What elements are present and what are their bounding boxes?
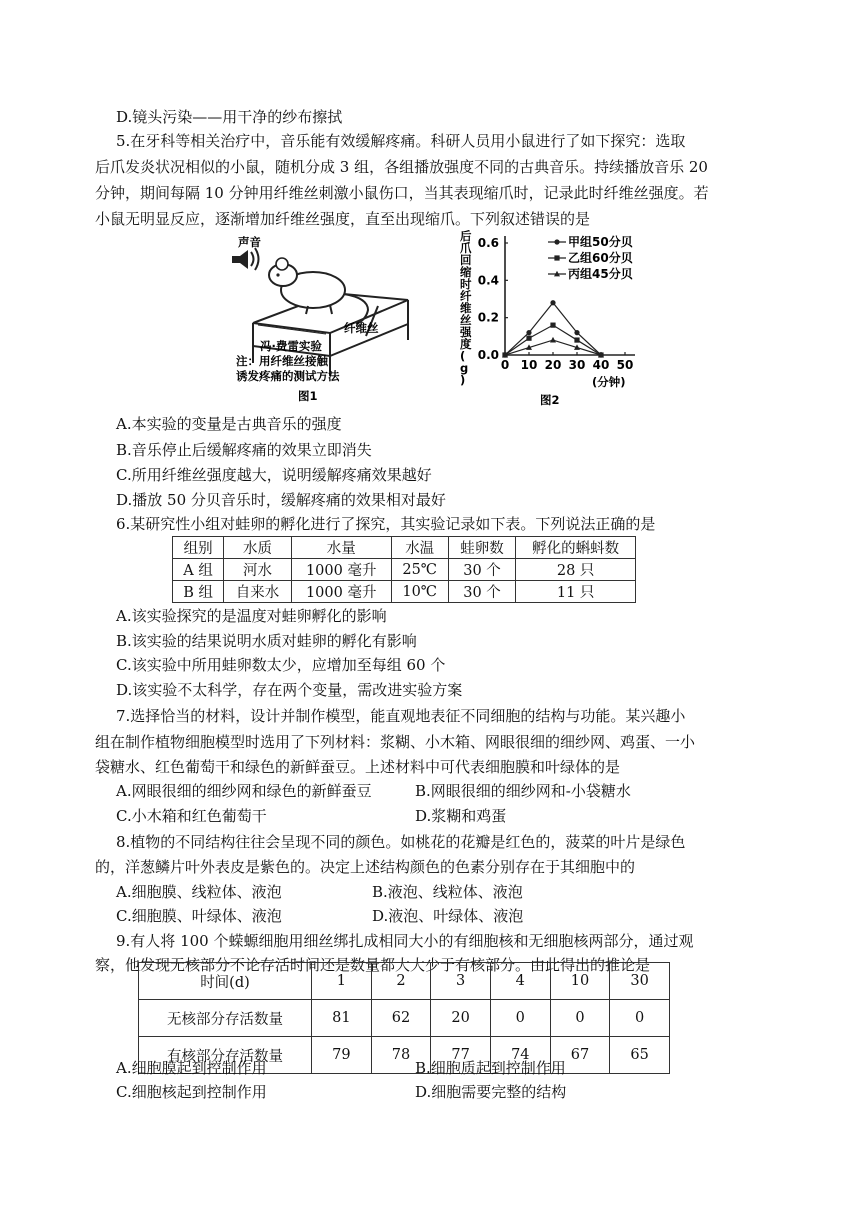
table-cell: 65 [610,1037,670,1074]
q9-option-b: B.细胞质起到控制作用 [415,1059,566,1077]
x-tick-label: 50 [616,358,634,372]
legend-label: 甲组50分贝 [568,235,633,249]
table-cell: 67 [550,1037,610,1074]
q8-option-a: A.细胞膜、线粒体、液泡 [116,883,282,901]
sound-label: 声音 [238,235,261,249]
table-header-row [173,537,636,559]
q6-stem: 6.某研究性小组对蛙卵的孵化进行了探究，其实验记录如下表。下列说法正确的是 [116,515,656,533]
q6-option-b: B.该实验的结果说明水质对蛙卵的孵化有影响 [116,632,417,650]
q8-stem-line: 的，洋葱鳞片叶外表皮是紫色的。决定上述结构颜色的色素分别存在于其细胞中的 [95,858,636,876]
table-cell: 62 [371,1000,431,1037]
table-cell: 无核部分存活数量 [139,1000,312,1037]
data-point [574,330,579,335]
table-header-cell: 4 [490,963,550,1000]
q5-option-c: C.所用纤维丝强度越大，说明缓解疼痛效果越好 [116,466,432,484]
table-cell: 77 [431,1037,491,1074]
table-header-cell: 3 [431,963,491,1000]
q7-stem-line: 组在制作植物细胞模型时选用了下列材料：浆糊、小木箱、网眼很细的细纱网、鸡蛋、一小 [95,733,696,751]
table-cell: 自来水 [224,581,292,603]
table-header-cell: 2 [371,963,431,1000]
q7-option-c: C.小木箱和红色葡萄干 [116,807,267,825]
y-tick-label: 0.0 [477,348,499,362]
data-point [550,300,555,305]
x-tick-label: 40 [592,358,610,372]
q9-stem-line: 9.有人将 100 个蝾螈细胞用细丝绑扎成相同大小的有细胞核和无细胞核两部分，通过观 [116,932,694,950]
table-header-cell: 蛙卵数 [448,537,516,559]
table-row [173,581,636,603]
q8-stem-line: 8.植物的不同结构往往会呈现不同的颜色。如桃花的花瓣是红色的，菠菜的叶片是绿色 [116,833,686,851]
table-cell: 78 [371,1037,431,1074]
table-header-cell: 水质 [224,537,292,559]
table-cell: 20 [431,1000,491,1037]
q9-option-d: D.细胞需要完整的结构 [415,1083,567,1101]
q7-option-a: A.网眼很细的细纱网和绿色的新鲜蚕豆 [116,782,372,800]
table-header-cell: 水温 [391,537,448,559]
table-cell: 10℃ [391,581,448,603]
table-header-cell: 孵化的蝌蚪数 [516,537,636,559]
table-cell: A 组 [173,559,224,581]
table-cell: 30 个 [448,581,516,603]
data-point [550,323,555,328]
table-cell: 28 只 [516,559,636,581]
y-tick-label: 0.4 [477,273,499,288]
data-point [526,330,531,335]
table-cell: 74 [490,1037,550,1074]
q9-option-c: C.细胞核起到控制作用 [116,1083,267,1101]
figure-1-von-frey [218,228,428,408]
table-header-cell: 水量 [291,537,391,559]
speaker-icon [232,248,259,270]
y-tick-label: 0.6 [477,236,499,250]
data-point [554,255,559,260]
table-cell: 0 [550,1000,610,1037]
table-row [139,1000,670,1037]
x-tick-label: 10 [520,358,538,372]
table-header-cell: 30 [610,963,670,1000]
q7-stem-line: 7.选择恰当的材料，设计并制作模型，能直观地表征不同细胞的结构与功能。某兴趣小 [116,707,686,725]
q5-option-a: A.本实验的变量是古典音乐的强度 [116,415,342,433]
table-cell: 1000 毫升 [291,581,391,603]
fig2-name: 图2 [540,393,560,407]
x-tick-label: 30 [568,358,586,372]
q8-option-b: B.液泡、线粒体、液泡 [372,883,523,901]
q7-option-b: B.网眼很细的细纱网和-小袋糖水 [415,782,631,800]
table-header-cell: 组别 [173,537,224,559]
table-cell: 0 [490,1000,550,1037]
data-point [554,239,559,244]
legend-label: 丙组45分贝 [568,267,633,281]
q6-option-a: A.该实验探究的是温度对蛙卵孵化的影响 [116,607,387,625]
x-tick-label: 0 [500,358,510,372]
q9-stem-line: 察，他发现无核部分不论存活时间还是数量都大大少于有核部分。由此得出的推论是 [95,956,651,974]
table-cell: 79 [312,1037,372,1074]
table-header-cell: 10 [550,963,610,1000]
y-axis-label: 后爪回缩时纤维丝强度( g ) [460,229,472,387]
q6-option-c: C.该实验中所用蛙卵数太少，应增加至每组 60 个 [116,656,446,674]
q5-stem-line: 分钟，期间每隔 10 分钟用纤维丝刺激小鼠伤口，当其表现缩爪时，记录此时纤维丝强度。若 [95,184,709,202]
x-tick-label: 20 [544,358,562,372]
data-point [526,336,531,341]
q5-stem-line: 小鼠无明显反应，逐渐增加纤维丝强度，直至出现缩爪。下列叙述错误的是 [95,210,591,228]
q4-option-d: D.镜头污染——用干净的纱布擦拭 [116,108,343,126]
table-cell: 河水 [224,559,292,581]
legend-label: 乙组60分贝 [568,251,633,265]
table-header-cell: 时间(d) [139,963,312,1000]
table-cell: 11 只 [516,581,636,603]
table-cell: 0 [610,1000,670,1037]
fig1-caption-line: 诱发疼痛的测试方法 [236,369,340,383]
data-point [550,337,556,343]
y-tick-label: 0.2 [477,310,499,325]
table-cell: 30 个 [448,559,516,581]
q7-option-d: D.浆糊和鸡蛋 [415,807,507,825]
table-cell: 25℃ [391,559,448,581]
table-header-cell: 1 [312,963,372,1000]
q5-stem-line: 5.在牙科等相关治疗中，音乐能有效缓解疼痛。科研人员用小鼠进行了如下探究：选取 [116,132,686,150]
q7-stem-line: 袋糖水、红色葡萄干和绿色的新鲜蚕豆。上述材料中可代表细胞膜和叶绿体的是 [95,758,621,776]
table-cell: 81 [312,1000,372,1037]
figure-2-chart [440,228,660,408]
q5-option-d: D.播放 50 分贝音乐时，缓解疼痛的效果相对最好 [116,491,446,509]
table-cell: B 组 [173,581,224,603]
fiber-label: 纤维丝 [344,321,379,335]
q9-option-a: A.细胞膜起到控制作用 [116,1059,267,1077]
table-header-row [139,963,670,1000]
q8-option-c: C.细胞膜、叶绿体、液泡 [116,907,282,925]
table-cell: 1000 毫升 [291,559,391,581]
series-line [505,303,601,355]
q5-stem-line: 后爪发炎状况相似的小鼠，随机分成 3 组，各组播放强度不同的古典音乐。持续播放音乐 20 [95,158,708,176]
q6-table [172,536,636,603]
q8-option-d: D.液泡、叶绿体、液泡 [372,907,524,925]
q6-option-d: D.该实验不太科学，存在两个变量，需改进实验方案 [116,681,463,699]
data-point [574,337,579,342]
fig1-caption-line: 冯·费雷实验 [260,339,322,353]
fig1-name: 图1 [298,389,318,403]
table-row [173,559,636,581]
q5-option-b: B.音乐停止后缓解疼痛的效果立即消失 [116,441,372,459]
table-cell: 有核部分存活数量 [139,1037,312,1074]
fig1-caption-line: 注：用纤维丝接触 [236,354,328,368]
x-axis-label: (分钟) [592,375,626,389]
